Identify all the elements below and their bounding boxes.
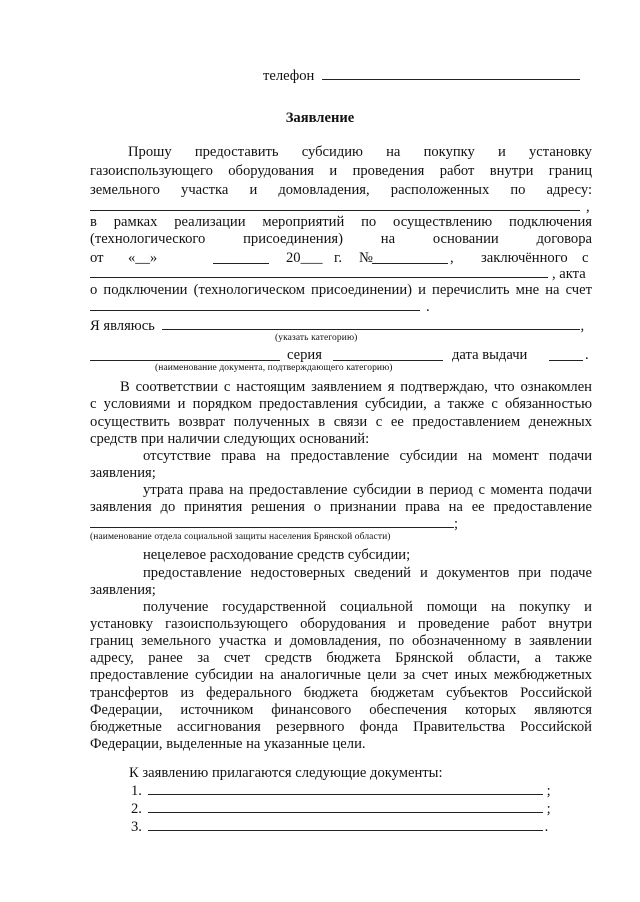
- reason-2-line-1: утрата права на предоставление субсидии в период с момента подачи: [143, 482, 592, 498]
- address-line: ,: [90, 197, 592, 215]
- body-line-4: средств при наличии следующих оснований:: [90, 431, 370, 447]
- department-line: ;: [90, 514, 592, 532]
- attachment-field-3[interactable]: [148, 817, 543, 831]
- reason-5-line-6: трансфертов из федерального бюджета бюджетам субъектов Российской: [90, 685, 592, 701]
- attachment-field-1[interactable]: [148, 781, 543, 795]
- reason-5-line-2: установку газоиспользующего оборудования и проведение работ внутри: [90, 616, 592, 632]
- category-field[interactable]: [162, 316, 580, 330]
- document-name-field[interactable]: [90, 347, 280, 361]
- attachment-field-2[interactable]: [148, 799, 543, 813]
- request-line-5: в рамках реализации мероприятий по осуществлению подключения: [90, 214, 592, 230]
- category-line: Я являюсь ,: [90, 318, 585, 334]
- department-field[interactable]: [90, 514, 454, 528]
- reason-4-line-1: предоставление недостоверных сведений и документов при подаче: [143, 565, 592, 581]
- document-hint: (наименование документа, подтверждающего категорию): [155, 363, 393, 373]
- contract-month-field[interactable]: [213, 250, 269, 264]
- reason-5-line-8: бюджетные ассигнования резервного фонда Правительства Российской: [90, 719, 592, 735]
- document-line: серия дата выдачи .: [90, 346, 592, 364]
- reason-5-line-1: получение государственной социальной помощи на покупку и: [143, 599, 592, 615]
- request-line-6: (технологического присоединения) на основании договора: [90, 231, 593, 247]
- phone-field[interactable]: [322, 66, 580, 80]
- reason-4-line-2: заявления;: [90, 582, 156, 598]
- body-line-2: с условиями и порядком предоставления субсидии, а также с обязанностью: [90, 396, 592, 412]
- counterparty-line: , акта: [90, 264, 592, 282]
- counterparty-field[interactable]: [90, 264, 548, 278]
- document-title: Заявление: [285, 110, 355, 126]
- attachment-item: 2. ;: [131, 801, 551, 817]
- phone-line: [263, 66, 593, 84]
- reason-5-line-9: Федерации, выделенные на указанные цели.: [90, 736, 366, 752]
- reason-5-line-5: предоставление субсидии на аналогичные цели за счет иных межбюджетных: [90, 667, 592, 683]
- request-line-1: Прошу предоставить субсидию на покупку и установку: [128, 144, 592, 160]
- reason-3: нецелевое расходование средств субсидии;: [143, 547, 411, 563]
- contract-number-field[interactable]: [372, 250, 448, 264]
- reason-5-line-7: Федерации, источником финансового обеспечения которых являются: [90, 702, 592, 718]
- issue-date-field[interactable]: [549, 347, 583, 361]
- reason-1-line-2: заявления;: [90, 465, 156, 481]
- address-field[interactable]: [90, 197, 580, 211]
- contract-line: от «__» 20___ г. № , заключённого с: [90, 250, 589, 266]
- attachment-item: 1. ;: [131, 783, 551, 799]
- reason-5-line-3: границ земельного участка и домовладения, по обозначенному в заявлении: [90, 633, 592, 649]
- request-line-9: о подключении (технологическом присоединении) и перечислить мне на счет: [90, 282, 592, 298]
- body-line-3: осуществить возврат полученных в связи с ее предоставлением денежных: [90, 414, 592, 430]
- request-line-3: земельного участка и домовладения, расположенных по адресу:: [90, 182, 593, 198]
- account-line: .: [90, 297, 592, 315]
- reason-5-line-4: адресу, ранее за счет средств бюджета Брянской области, а также: [90, 650, 592, 666]
- reason-1-line-1: отсутствие права на предоставление субсидии на момент подачи: [143, 448, 592, 464]
- attachment-item: 3. .: [131, 819, 549, 835]
- category-hint: (указать категорию): [275, 333, 358, 343]
- body-line-1: В соответствии с настоящим заявлением я подтверждаю, что ознакомлен: [120, 379, 592, 395]
- department-hint: (наименование отдела социальной защиты населения Брянской области): [90, 532, 391, 542]
- account-field[interactable]: [90, 297, 420, 311]
- reason-2-line-2: заявления до принятия решения о признании права на ее предоставление: [90, 499, 592, 515]
- request-line-2: газоиспользующего оборудования и проведения работ внутри границ: [90, 163, 592, 179]
- document-series-field[interactable]: [333, 347, 443, 361]
- phone-label: телефон: [263, 68, 315, 84]
- attachments-intro: К заявлению прилагаются следующие документы:: [129, 765, 443, 781]
